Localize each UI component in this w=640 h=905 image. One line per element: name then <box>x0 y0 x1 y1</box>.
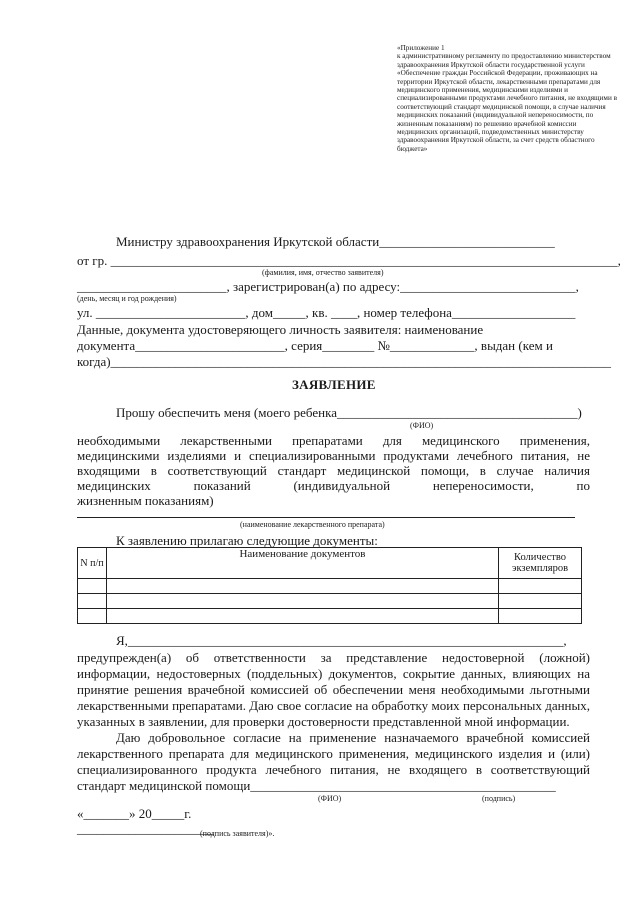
document-title: ЗАЯВЛЕНИЕ <box>292 377 376 392</box>
table-row <box>78 594 582 609</box>
consent-line-2: информации, недостоверных (поддельных) документов, сокрытие данных, влияющих на <box>77 666 590 681</box>
consent-line-5: указанных в заявлении, для проверки достоверности представленной мной информации. <box>77 714 570 729</box>
from-line: от гр. ______________________________________________________________________________, <box>77 253 621 268</box>
consent2-line-3: специализированного продукта лечебного питания, не входящего в соответствующий <box>77 762 590 777</box>
registered-line: _______________________, зарегистрирован(а) по адресу:___________________________, <box>77 279 579 294</box>
request-line: Прошу обеспечить меня (моего ребенка_____________________________________) <box>116 405 582 420</box>
col-quantity: Количество экземпляров <box>499 548 582 579</box>
table-cell <box>499 579 582 594</box>
table-cell <box>107 579 499 594</box>
request-fio-caption: (ФИО) <box>410 421 434 430</box>
table-cell <box>107 594 499 609</box>
addressee-line: Министру здравоохранения Иркутской области___________________________ <box>116 234 555 249</box>
table-cell <box>499 594 582 609</box>
consent2-line-2: лекарственного препарата для медицинского применения, медицинского изделия и (или) <box>77 746 590 761</box>
consent2-line-4: стандарт медицинской помощи_______________________________________________ <box>77 778 556 793</box>
col-doc-name: Наименование документов <box>107 548 499 579</box>
consent-line-1: предупрежден(а) об ответственности за представление недостоверной (ложной) <box>77 650 590 665</box>
table-cell <box>78 609 107 624</box>
request-line-5: жизненным показаниям) <box>77 493 214 508</box>
col-number: N п/п <box>78 548 107 579</box>
fio-caption: (фамилия, имя, отчество заявителя) <box>262 268 384 277</box>
consent-line-3: принятие решения врачебной комиссией об обеспечении меня необходимыми льготными <box>77 682 590 697</box>
birth-caption: (день, месяц и год рождения) <box>77 294 177 303</box>
table-row <box>78 579 582 594</box>
address-line: ул. _______________________, дом_____, кв. ____, номер телефона___________________ <box>77 305 576 320</box>
table-cell <box>499 609 582 624</box>
applicant-sign-caption: (подпись заявителя)». <box>200 829 275 838</box>
request-line-1: необходимыми лекарственными препаратами для медицинского применения, <box>77 433 590 448</box>
table-header-row <box>78 548 582 579</box>
date-line: «_______» 20_____г. <box>77 806 192 821</box>
ya-line: Я,___________________________________________________________________, <box>116 633 567 648</box>
id-line-1: Данные, документа удостоверяющего личность заявителя: наименование <box>77 322 484 337</box>
attachments-intro: К заявлению прилагаю следующие документы: <box>116 533 378 548</box>
request-line-2: медицинскими изделиями и специализированными продуктами лечебного питания, не <box>77 448 590 463</box>
table-cell <box>107 609 499 624</box>
drug-name-line <box>77 517 575 518</box>
consent-sign-caption: (подпись) <box>482 794 516 803</box>
table-cell <box>78 579 107 594</box>
documents-table <box>77 547 582 624</box>
consent2-line-1: Даю добровольное согласие на применение назначаемого врачебной комиссией <box>116 730 590 745</box>
consent-fio-caption: (ФИО) <box>318 794 342 803</box>
drug-caption: (наименование лекарственного препарата) <box>240 520 385 529</box>
id-line-3: когда)_____________________________________________________________________________ <box>77 354 612 369</box>
request-line-3: входящими в соответствующий стандарт медицинской помощи, в случае наличия <box>77 463 590 478</box>
appendix-note: «Приложение 1 к административному регламенту по предоставлению министерством здравоохранения Иркутской области государственной услуги «Обеспечение граждан Российской Федерации, проживающих на территории Иркутской области, лекарственными препаратами для медицинского применения, медицинскими изделиями и специализированными продуктами лечебного питания, не входящими в соответствующий стандарт медицинской помощи, в случае наличия медицинских показаний (индивидуальной непереносимости, по жизненным показаниям) по решению врачебной комиссии медицинских организаций, подведомственных министерству здравоохранения Иркутской области, за счет средств областного бюджета» <box>397 44 617 153</box>
table-cell <box>78 594 107 609</box>
table-row <box>78 609 582 624</box>
applicant-signature-line: _____________________ <box>77 821 214 836</box>
id-line-2: документа_______________________, серия________ №_____________, выдан (кем и <box>77 338 553 353</box>
consent-line-4: лекарственными препаратами. Даю свое согласие на обработку моих персональных данных, <box>77 698 590 713</box>
request-line-4: медицинских показаний (индивидуальной непереносимости, по <box>77 478 590 493</box>
